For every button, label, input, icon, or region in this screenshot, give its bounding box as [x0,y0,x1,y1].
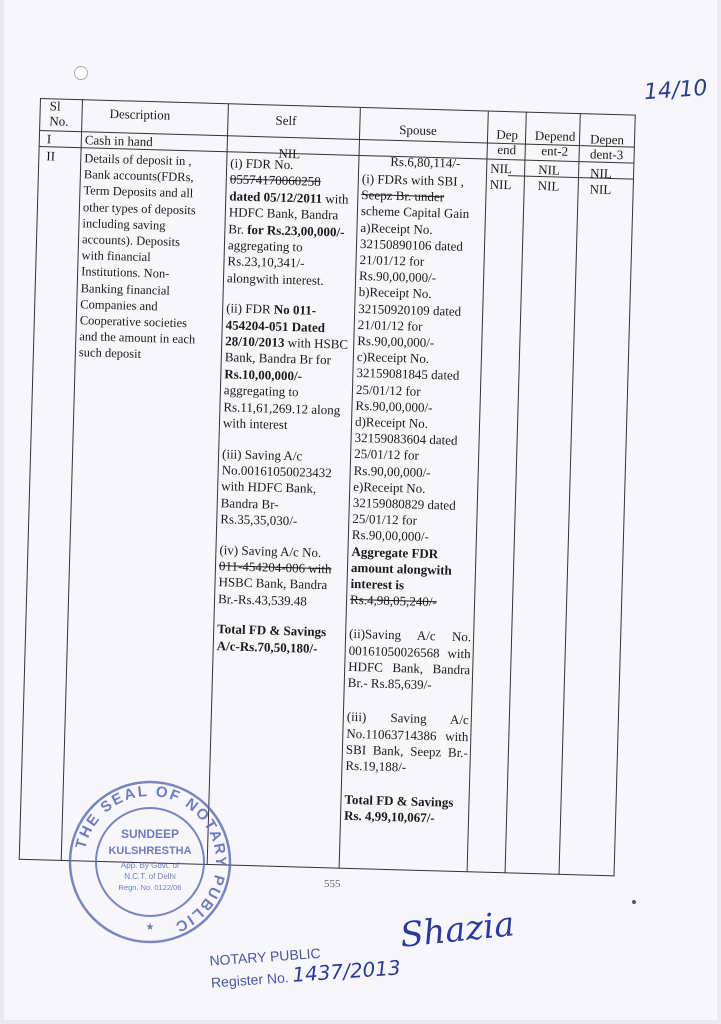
self-item-3: (iii) Saving A/c No.00161050023432 with HDFC Bank, Bandra Br- Rs.35,35,030/- [220,445,333,529]
spouse-aggregate-value: Rs.4,98,05,240/- [349,592,437,610]
spouse-saving-3: (iii) Saving A/c No.11063714386 with SBI Bank, Seepz Br.- Rs.19,188/- [345,709,470,775]
row1-dep1: NIL [490,160,513,177]
header-description: Description [109,105,171,123]
desc-line: Bank accounts(FDRs, [83,167,194,185]
row2-sl: II [46,148,56,164]
star-icon: ★ [145,922,155,933]
header-spouse: Spouse [399,122,438,139]
desc-line: such deposit [78,345,142,362]
header-dep3: Depen dent-3 [589,131,625,163]
notary-seal [66,778,234,946]
receipt-c: c)Receipt No. 32159081845 dated 25/01/12 for Rs.90,00,000/- [355,349,460,415]
row2-dep3: NIL [589,181,612,197]
receipt-d: d)Receipt No. 32159083604 dated 25/01/12 for Rs.90,00,000/- [353,413,458,480]
row1-dep2: NIL [537,161,561,178]
row2-description [79,150,223,364]
desc-line: Term Deposits and all [83,183,194,201]
document-page [4,0,717,1020]
punch-hole [74,66,88,80]
notary-register: Register No. 1437/2013 [210,955,402,991]
row1-sl: I [46,131,52,147]
self-item-1: (i) FDR No. 05574170060258 dated 05/12/2011 with HDFC Bank, Bandra Br. for Rs.23,00,000/- aggregating to Rs.23,10,341/- alongwith interest. [226,155,349,288]
page-number: 14/10 [643,75,709,106]
desc-line: Banking financial [80,280,171,298]
signature: Shazia [398,904,517,956]
scan-mark [632,900,636,904]
row2-dep2: NIL [537,177,560,194]
desc-line: other types of deposits [82,199,196,217]
desc-line: accounts). Deposits [81,232,181,249]
seal-name1: SUNDEEP [120,827,180,841]
row2-self [217,155,357,657]
seal-line4: N.C.T. of Delhi [124,872,176,881]
notary-public-stamp [209,937,402,992]
spouse-intro: (i) FDRs with SBI , [361,171,465,189]
self-item-2: (ii) FDR No 011-454204-051 Dated 28/10/2013 with HSBC Bank, Bandra Br for Rs.10,00,000/- aggregating to Rs.11,61,269.12 along with interest [222,300,349,433]
receipt-a: a)Receipt No. 32150890106 dated 21/01/12 for Rs.90,00,000/- [358,219,464,286]
spouse-total: Total FD & Savings Rs. 4,99,10,067/- [343,791,454,826]
row-divider [508,175,634,180]
register-number: 1437/2013 [291,955,402,987]
header-dep1: Dep end [496,126,519,158]
table-border-left [19,98,41,860]
row2-spouse [344,171,484,828]
spouse-aggregate: Aggregate FDR amount alongwith interest is [350,543,452,593]
seal-line3: App. By Govt. of [120,861,180,870]
row1-dep3: NIL [589,165,612,181]
desc-line: including saving [82,216,166,233]
desc-line: Cooperative societies [79,313,188,331]
col-divider [559,113,581,875]
desc-line: Companies and [80,297,158,314]
spouse-saving-2: (ii)Saving A/c No. 00161050026568 with HDFC Bank, Bandra Br.- Rs.85,639/- [347,626,472,693]
col-divider [505,112,527,874]
row1-description: Cash in hand [84,132,153,150]
spouse-intro-struck: Seepz Br. under [361,187,445,205]
desc-line: and the amount in each [79,329,196,347]
assets-table [19,98,636,876]
receipt-b: b)Receipt No. 32150920109 dated 21/01/12 for Rs.90,00,000/- [357,284,462,351]
desc-line: with financial [81,248,151,265]
row1-spouse: Rs.6,80,114/- [390,153,461,171]
self-item-4: (iv) Saving A/c No. 011-454204-006 with HSBC Bank, Bandra Br.-Rs.43,539.48 [217,541,332,609]
self-total: Total FD & Savings A/c-Rs.70,50,180/- [216,621,327,656]
spouse-intro: scheme Capital Gain [360,203,470,222]
col-divider [61,99,83,861]
row1-self: NIL [278,145,301,162]
desc-line: Details of deposit in , [84,151,192,169]
notary-title: NOTARY PUBLIC [208,944,322,969]
header-sl: Sl No. [49,98,69,129]
desc-line: Institutions. Non- [80,264,170,282]
seal-ring-text: THE SEAL OF NOTARY PUBLIC [72,782,230,936]
row2-dep1: NIL [489,176,512,193]
seal-name2: KULSHRESTHA [108,845,192,857]
header-dep2: Depend ent-2 [534,127,576,159]
footer-number: 555 [324,878,341,890]
header-self: Self [275,112,297,129]
table-border-right [613,115,635,877]
seal-line5: Regn. No. 0122/06 [118,883,182,892]
receipt-e: e)Receipt No. 32159080829 dated 25/01/12 for Rs.90,00,000/- [351,478,456,545]
